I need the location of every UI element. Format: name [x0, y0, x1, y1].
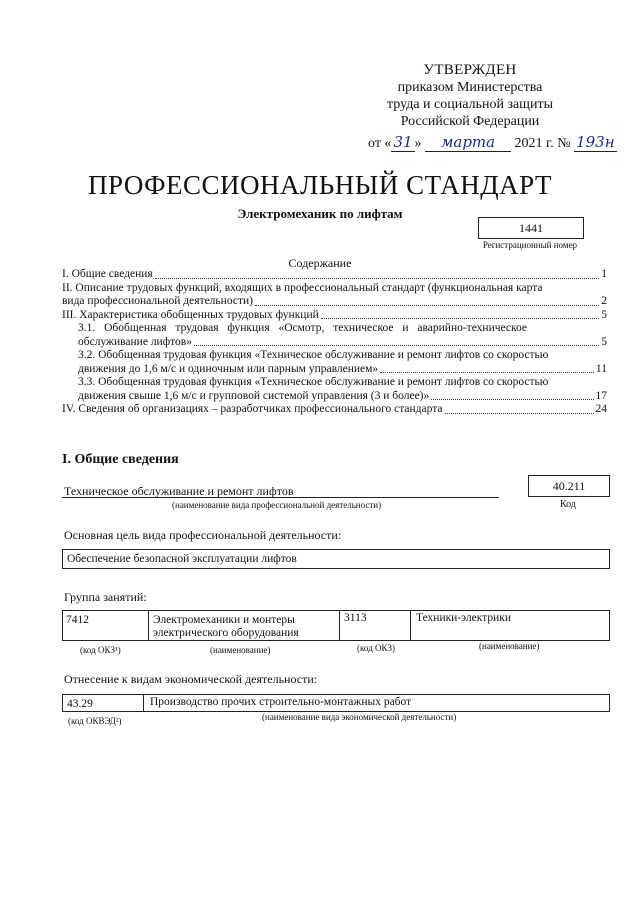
toc-item-text: 3.1. Обобщенная трудовая функция «Осмотр, техническое и аварийно-техническое: [78, 322, 527, 334]
toc-item-text-cont: движения до 1,6 м/с и одиночным или парным управлением»: [78, 362, 379, 375]
toc-item-text-cont: обслуживание лифтов»: [78, 335, 192, 348]
toc-heading: Содержание: [288, 256, 352, 270]
toc-item-page: 24: [595, 403, 607, 415]
toc-item-text: 3.3. Обобщенная трудовая функция «Техническое обслуживание и ремонт лифтов со скоростью: [78, 376, 549, 388]
activity-caption: (наименование вида профессиональной деятельности): [172, 500, 382, 510]
toc-item-text: II. Описание трудовых функций, входящих в профессиональный стандарт (функциональная карта: [62, 281, 543, 294]
name-caption-2: (наименование): [479, 641, 540, 651]
toc-item-text-cont: вида профессиональной деятельности): [62, 295, 253, 307]
toc-item[interactable]: [62, 376, 607, 403]
approval-date-line: [368, 133, 617, 152]
approval-heading: УТВЕРЖДЕН: [423, 62, 517, 78]
activity-name: Техническое обслуживание и ремонт лифтов: [64, 484, 294, 498]
toc-leader: [380, 372, 594, 373]
toc-item[interactable]: [62, 403, 607, 417]
toc-item-page: 1: [601, 268, 607, 280]
approval-line: приказом Министерства: [397, 80, 543, 95]
activity-underline: [62, 497, 499, 498]
approval-line: труда и социальной защиты: [387, 97, 553, 112]
toc-leader: [155, 278, 600, 279]
toc-leader: [445, 413, 594, 414]
toc-item[interactable]: [62, 268, 607, 282]
toc-item-text: 3.2. Обобщенная трудовая функция «Техническое обслуживание и ремонт лифтов со скоростью: [78, 349, 549, 361]
table-divider: [143, 695, 144, 711]
activity-code-box: 40.211: [528, 475, 610, 497]
toc-leader: [431, 399, 593, 400]
table-of-contents: [62, 268, 607, 417]
toc-item-page: 17: [595, 389, 607, 402]
econ-label: Отнесение к видам экономической деятельности:: [64, 672, 318, 686]
handwritten-day: 31: [393, 133, 413, 151]
registration-number-label: Регистрационный номер: [482, 240, 578, 250]
toc-item-page: 2: [601, 295, 607, 307]
approval-block: [370, 62, 570, 130]
econ-name: Производство прочих строительно-монтажных работ: [150, 696, 412, 708]
toc-leader: [194, 345, 599, 346]
name-caption-1: (наименование): [210, 645, 271, 655]
toc-leader: [321, 318, 599, 319]
econ-code: 43.29: [67, 698, 93, 710]
toc-leader: [255, 305, 599, 306]
group-table: [62, 610, 610, 641]
document-subtitle: Электромеханик по лифтам: [237, 206, 403, 221]
toc-item-page: 5: [601, 308, 607, 321]
table-divider: [410, 611, 411, 640]
registration-number-box: 1441: [478, 217, 584, 239]
goal-label: Основная цель вида профессиональной деятельности:: [64, 528, 342, 542]
econ-code-caption: (код ОКВЭД²): [68, 716, 122, 726]
approval-line: Российской Федерации: [400, 114, 540, 129]
handwritten-order-number: 193н: [576, 133, 615, 151]
document-title: ПРОФЕССИОНАЛЬНЫЙ СТАНДАРТ: [87, 170, 553, 200]
date-prefix: от «: [368, 136, 392, 151]
table-divider: [339, 611, 340, 640]
group-name-1-line1: Электромеханики и монтеры: [153, 614, 295, 626]
toc-item-text: I. Общие сведения: [62, 268, 153, 280]
okz-caption-1: (код ОКЗ¹): [80, 645, 121, 655]
group-code-1: 7412: [66, 614, 89, 626]
date-mid: »: [414, 136, 422, 151]
date-year: 2021 г. №: [514, 136, 571, 151]
group-label: Группа занятий:: [64, 590, 147, 604]
group-code-2: 3113: [344, 612, 367, 624]
section-heading: I. Общие сведения: [62, 452, 179, 467]
toc-item[interactable]: [62, 322, 607, 349]
activity-code-caption: Код: [560, 499, 576, 510]
table-divider: [148, 611, 149, 640]
goal-box: [62, 549, 610, 569]
okz-caption-2: (код ОКЗ): [357, 643, 395, 653]
group-name-1-line2: электрического оборудования: [153, 627, 299, 639]
econ-name-caption: (наименование вида экономической деятельности): [262, 712, 457, 722]
toc-item-text: III. Характеристика обобщенных трудовых функций: [62, 308, 319, 321]
toc-item-text-cont: движения свыше 1,6 м/с и групповой системой управления (3 и более)»: [78, 389, 430, 402]
toc-item[interactable]: [62, 309, 607, 323]
toc-item-page: 11: [595, 362, 607, 375]
toc-item[interactable]: [62, 282, 607, 309]
group-name-2: Техники-электрики: [416, 612, 511, 624]
handwritten-month: марта: [425, 133, 511, 152]
toc-item-text: IV. Сведения об организациях – разработчиках профессионального стандарта: [62, 403, 443, 415]
goal-value: Обеспечение безопасной эксплуатации лифтов: [67, 553, 297, 565]
toc-item-page: 5: [601, 335, 607, 348]
econ-table: [62, 694, 610, 712]
toc-item[interactable]: [62, 349, 607, 376]
